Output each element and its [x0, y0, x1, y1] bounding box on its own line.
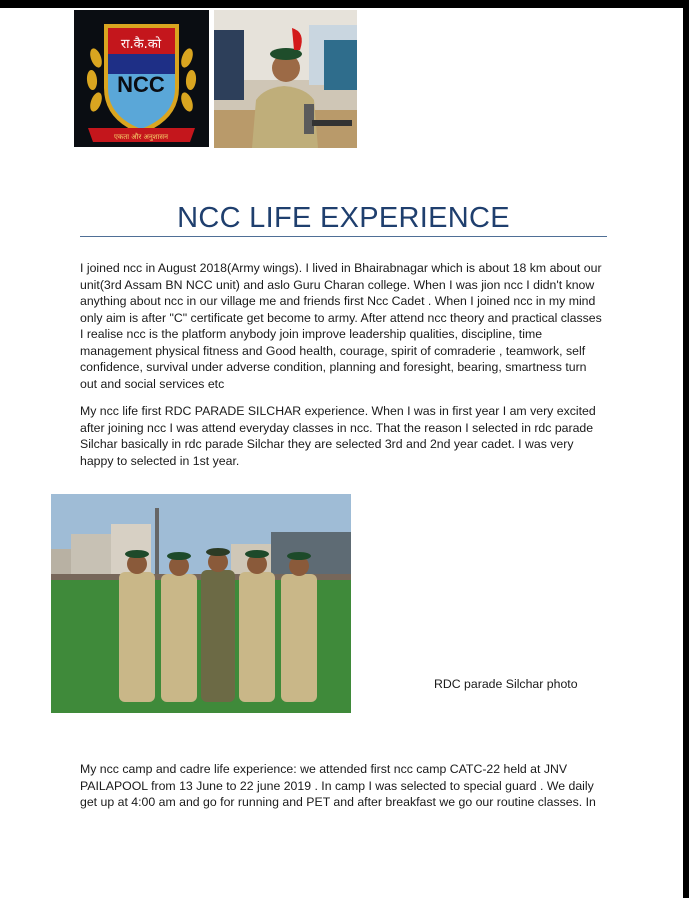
- ncc-logo-image: [74, 10, 209, 147]
- photo-caption: RDC parade Silchar photo: [434, 677, 578, 691]
- paragraph-joining: I joined ncc in August 2018(Army wings). I lived in Bhairabnagar which is about 18 km about our unit(3rd Assam BN NCC unit) and aslo Guru Charan college. When I was jion ncc I didn't know anything about ncc in our village me and friends first Ncc Cadet . When I joined ncc in my mind only aim is after "C" certificate get become to army. After attend ncc theory and practical classes I realise ncc is the platform anybody join improve leadership qualities, discipline, time management physical fitness and Good health, courage, spirit of comraderie , teamwork, self confidence, survival under adverse condition, planning and foresight, bearing, smartness turn out and social services etc: [80, 261, 602, 391]
- ncc-emblem-icon: [74, 10, 209, 147]
- paragraph-camp-experience: My ncc camp and cadre life experience: we attended first ncc camp CATC-22 held at JNV PAILAPOOL from 13 June to 22 june 2019 . In camp I was selected to special guard . We daily get up at 4:00 am and go for running and PET and after breakfast we go our routine classes. In: [80, 762, 596, 809]
- top-border: [0, 0, 689, 8]
- cadet-portrait-illustration: [214, 10, 357, 148]
- title-underline: [80, 236, 607, 237]
- parade-group-illustration: [51, 494, 351, 713]
- emblem-text: NCC: [117, 72, 165, 97]
- rdc-parade-photo: [51, 494, 351, 713]
- right-border: [683, 0, 689, 898]
- cadet-portrait-photo: [214, 10, 357, 148]
- page-title: NCC LIFE EXPERIENCE: [177, 202, 510, 234]
- paragraph-rdc-parade: My ncc life first RDC PARADE SILCHAR experience. When I was in first year I am very excited after joining ncc I was attend everyday classes in ncc. That the reason I selected in rdc parade Silchar basically in rdc parade Silchar they are selected 3rd and 2nd year cadet. I was very happy to selected in 1st year.: [80, 404, 596, 468]
- emblem-motto: एकता और अनुशासन: [114, 133, 168, 141]
- emblem-devanagari: रा.कै.को: [120, 37, 162, 52]
